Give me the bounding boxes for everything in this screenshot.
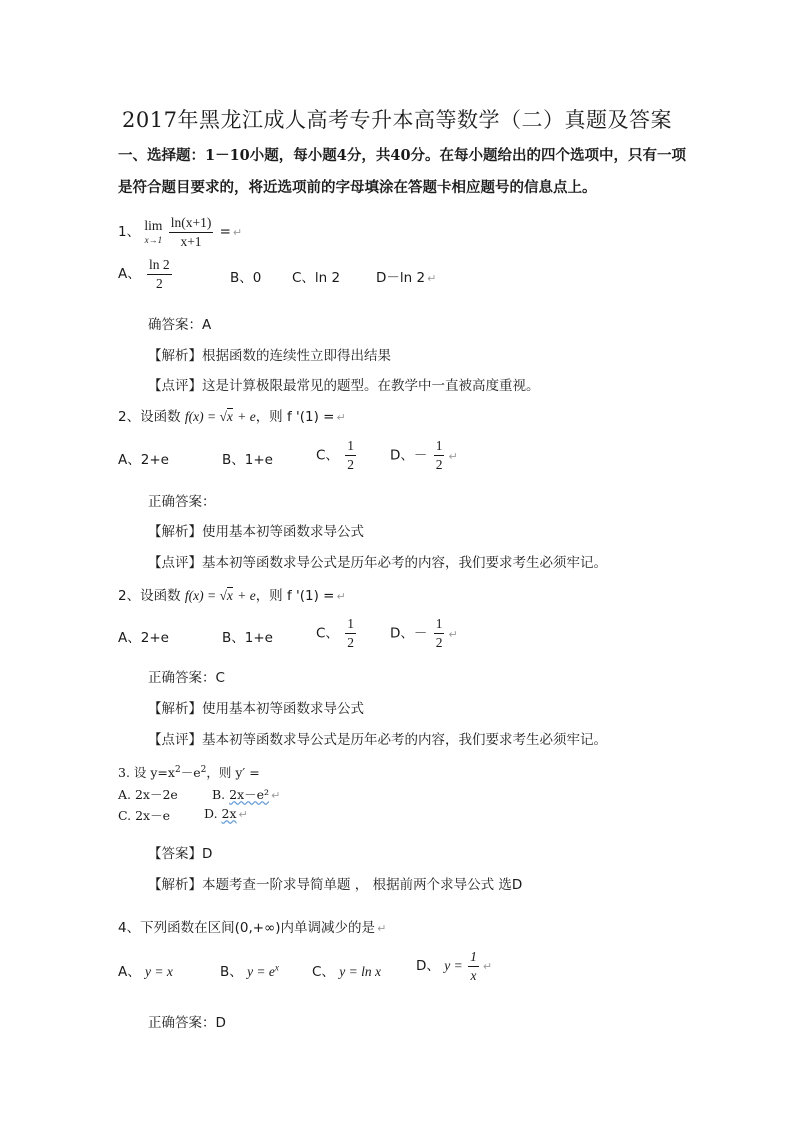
section-heading: 一、选择题：1－10小题，每小题4分，共40分。在每小题给出的四个选项中，只有一项是符合题目要求的，将近选项前的字母填涂在答题卡相应题号的信息点上。	[118, 147, 687, 196]
question-4-stem: 4、下列函数在区间(0,+∞)内单调减少的是 ↵	[118, 920, 387, 936]
q1-option-a: A、 $\frac{\ln 2}{2}$	[118, 257, 170, 291]
q4-option-b: B、 $y = e^x$	[220, 962, 279, 980]
q4-option-a: A、 y = x	[118, 964, 173, 980]
q3-option-a: A. 2x－2e	[118, 787, 178, 802]
q2b-answer: 正确答案：C	[148, 670, 225, 686]
q3-answer: 【答案】D	[148, 846, 213, 862]
q2b-analysis: 【解析】使用基本初等函数求导公式	[148, 701, 364, 717]
q4-option-c: C、 y = ln x	[312, 964, 381, 980]
limit-operator: lim x→1	[144, 217, 163, 245]
q1-analysis: 【解析】根据函数的连续性立即得出结果	[148, 348, 391, 364]
q3-option-c: C. 2x－e	[118, 808, 170, 823]
q1-comment: 【点评】这是计算极限最常见的题型。在教学中一直被高度重视。	[148, 378, 540, 394]
q2b-comment: 【点评】基本初等函数求导公式是历年必考的内容，我们要求考生必须牢记。	[148, 732, 607, 748]
q1-option-c: C、ln 2	[292, 270, 341, 286]
q4-option-d: D、 y = $\frac{1}{x}$ ↵	[416, 949, 493, 983]
q1-answer: 确答案：A	[148, 317, 212, 333]
q2a-option-c: C、 $\frac{1}{2}$	[316, 438, 354, 472]
q2a-option-d: D、－ $\frac{1}{2}$ ↵	[390, 438, 458, 472]
q1-fraction: $\frac{\ln(x+1)}{x+1}$	[170, 215, 212, 249]
q4-answer: 正确答案：D	[148, 1015, 226, 1031]
q2b-option-c: C、 $\frac{1}{2}$	[316, 616, 354, 650]
page-title: 2017年黑龙江成人高考专升本高等数学（二）真题及答案	[122, 108, 672, 132]
q3-option-b: B. 2x－e² ↵	[212, 787, 281, 802]
q3-option-d: D. 2x ↵	[204, 806, 248, 821]
q2a-option-b: B、1+e	[222, 452, 273, 468]
question-1-stem: 1、 lim x→1 $\frac{\ln(x+1)}{x+1}$ = ↵	[118, 215, 243, 249]
q1-option-d: D－ln 2 ↵	[376, 270, 437, 286]
q2a-answer: 正确答案：	[148, 494, 216, 510]
q2a-analysis: 【解析】使用基本初等函数求导公式	[148, 524, 364, 540]
q2a-comment: 【点评】基本初等函数求导公式是历年必考的内容，我们要求考生必须牢记。	[148, 555, 607, 571]
q2b-option-d: D、－ $\frac{1}{2}$ ↵	[390, 616, 458, 650]
q2b-option-b: B、1+e	[222, 630, 273, 646]
question-3-stem: 3. 设 $y=x^2-e^2$，则 y′ =	[118, 764, 260, 780]
question-2a-stem: 2、设函数 f(x) = √x + e，则 f '(1) = ↵	[118, 409, 346, 425]
q2b-option-a: A、2+e	[118, 630, 169, 646]
q1-option-b: B、0	[230, 270, 262, 286]
question-2b-stem: 2、设函数 f(x) = √x + e，则 f '(1) = ↵	[118, 588, 346, 604]
q2a-option-a: A、2+e	[118, 452, 169, 468]
q3-analysis: 【解析】本题考查一阶求导简单题 ， 根据前两个求导公式 选D	[148, 877, 523, 893]
